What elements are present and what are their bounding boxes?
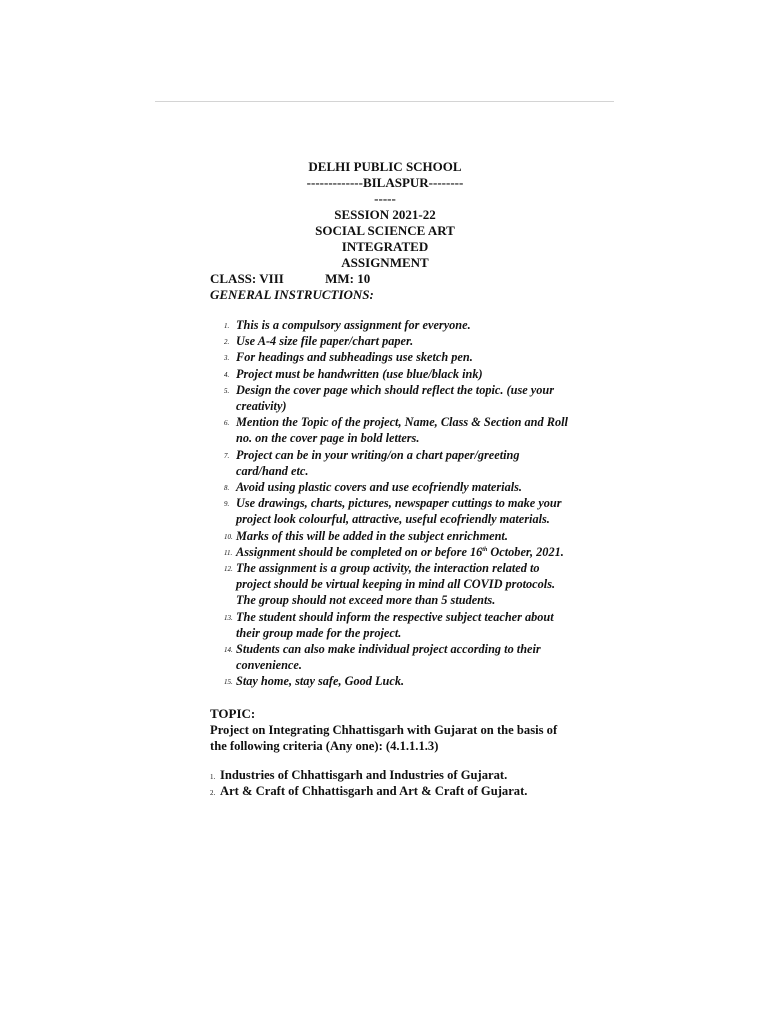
instruction-number: 1. (224, 322, 230, 330)
class-line (210, 271, 570, 287)
criteria-text: Art & Craft of Chhattisgarh and Art & Craft of Gujarat. (220, 783, 528, 798)
instruction-number: 10. (224, 532, 233, 541)
instruction-text: Use A-4 size file paper/chart paper. (236, 334, 414, 349)
max-marks: MM: 10 (325, 271, 371, 286)
ordinal-suffix: th (482, 546, 488, 553)
session: SESSION 2021-22 (334, 207, 436, 222)
instruction-item (212, 479, 570, 495)
instruction-text: Design the cover page which should reflect the topic. (use your creativity) (236, 382, 554, 414)
instruction-text: Project must be handwritten (use blue/black ink) (236, 366, 483, 381)
instruction-item (212, 366, 570, 382)
instruction-number: 7. (224, 451, 230, 460)
topic-heading: TOPIC: (210, 705, 256, 721)
instruction-number: 4. (224, 370, 230, 379)
instruction-item (212, 317, 570, 333)
instruction-item (212, 544, 570, 560)
criteria-text: Industries of Chhattisgarh and Industries of Gujarat. (220, 767, 508, 782)
document-page (210, 159, 570, 799)
top-divider (155, 101, 614, 102)
topic-text: Project on Integrating Chhattisgarh with Gujarat on the basis of the following criteria (Any one): (4.1.1.1.3) (210, 722, 558, 753)
instruction-item (212, 641, 570, 673)
instruction-item (212, 447, 570, 479)
instruction-number: 11. (224, 548, 233, 557)
criteria-number: 1. (210, 772, 216, 781)
instruction-text: For headings and subheadings use sketch pen. (236, 350, 473, 365)
assignment-type-line2: ASSIGNMENT (341, 255, 429, 270)
instruction-text: Mention the Topic of the project, Name, Class & Section and Roll no. on the cover page in bold letters. (236, 415, 568, 446)
instruction-item (212, 495, 570, 527)
criteria-item (210, 783, 570, 799)
instruction-text: Project can be in your writing/on a chart paper/greeting card/hand etc. (236, 447, 520, 478)
instruction-text: Marks of this will be added in the subject enrichment. (236, 528, 508, 543)
instruction-number: 15. (224, 678, 233, 687)
instructions-list (210, 317, 570, 690)
instruction-text-continued: October, 2021. (490, 544, 564, 559)
school-name: DELHI PUBLIC SCHOOL (308, 159, 462, 174)
subject: SOCIAL SCIENCE ART (315, 223, 455, 238)
instruction-item (212, 560, 570, 609)
instruction-text: Stay home, stay safe, Good Luck. (236, 674, 405, 689)
instruction-number: 14. (224, 646, 233, 655)
instruction-text: Assignment should be completed on or before 16 (236, 544, 483, 559)
instructions-heading: GENERAL INSTRUCTIONS: (210, 287, 374, 302)
school-city: -------------BILASPUR-------- (306, 175, 464, 190)
school-city-continued: ----- (374, 191, 396, 206)
document-header (200, 159, 570, 271)
instruction-number: 8. (224, 484, 230, 493)
criteria-number: 2. (210, 788, 216, 797)
instruction-text: Use drawings, charts, pictures, newspaper cuttings to make your project look colourful, attractive, useful ecofriendly materials. (236, 496, 562, 527)
instruction-number: 3. (224, 354, 230, 363)
instruction-number: 12. (224, 565, 233, 574)
instruction-text: Avoid using plastic covers and use ecofriendly materials. (236, 480, 523, 495)
instruction-item (212, 528, 570, 544)
instruction-item (212, 673, 570, 689)
instruction-item (212, 414, 570, 446)
instruction-number: 6. (224, 419, 230, 428)
instruction-item (212, 382, 570, 414)
instruction-number: 13. (224, 613, 233, 622)
criteria-list (210, 767, 570, 799)
instruction-text: The assignment is a group activity, the interaction related to project should be virtual keeping in mind all COVID protocols. The group should not exceed more than 5 students. (236, 561, 556, 608)
class-label: CLASS: VIII (210, 271, 284, 286)
instruction-number: 9. (224, 500, 230, 509)
instruction-text: The student should inform the respective subject teacher about their group made for the project. (236, 609, 554, 640)
instruction-text: This is a compulsory assignment for everyone. (236, 318, 471, 332)
instruction-item (212, 333, 570, 349)
instruction-item (212, 609, 570, 641)
instruction-number: 2. (224, 338, 230, 347)
instruction-number: 5. (224, 386, 230, 395)
assignment-type-line1: INTEGRATED (341, 239, 429, 254)
instruction-text: Students can also make individual project according to their convenience. (236, 642, 541, 673)
criteria-item (210, 767, 570, 783)
instruction-item (212, 349, 570, 365)
